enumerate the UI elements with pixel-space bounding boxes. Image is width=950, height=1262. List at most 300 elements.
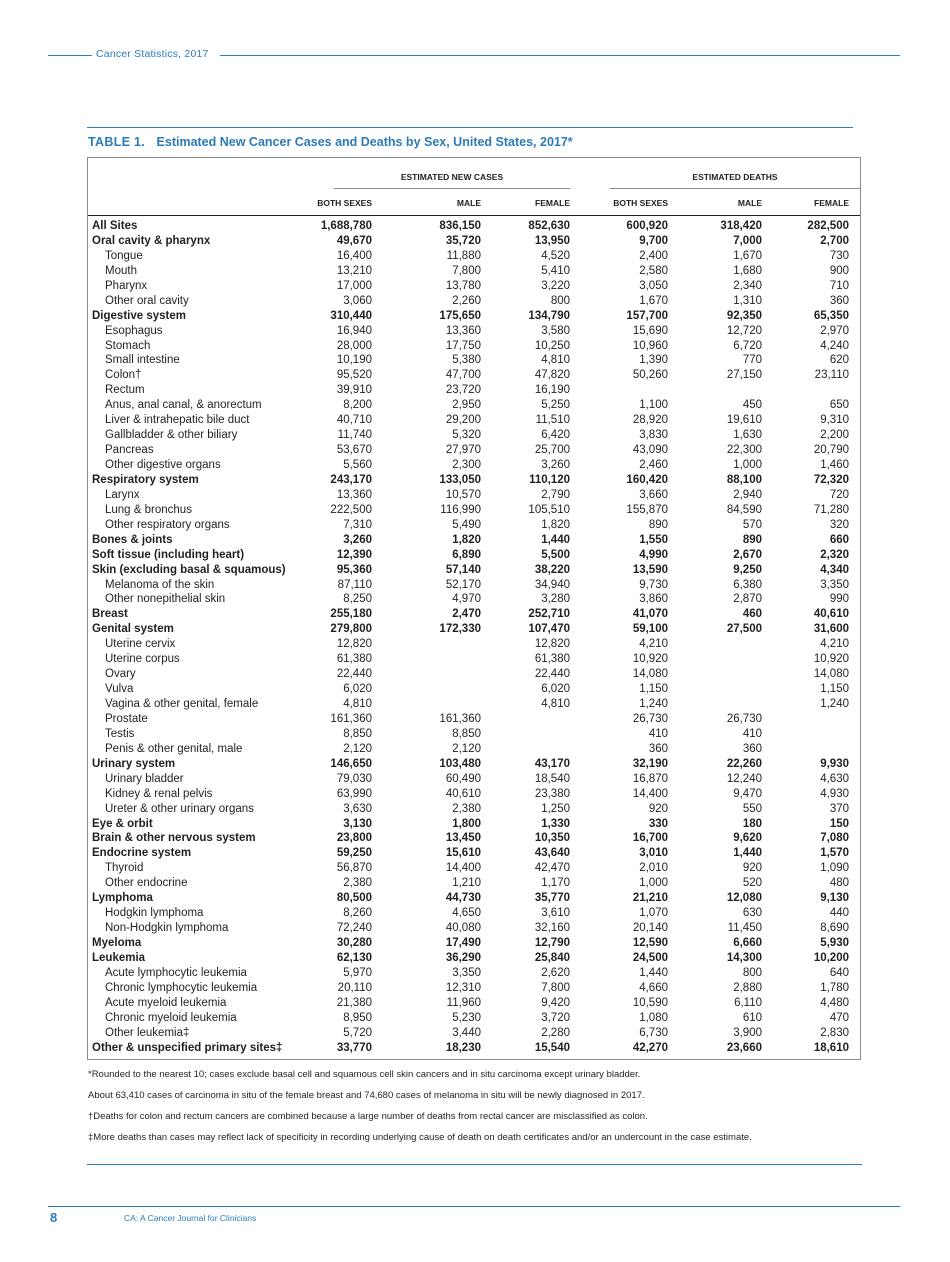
row-label: Penis & other genital, male: [105, 742, 243, 755]
table-cell: 12,310: [445, 981, 481, 994]
table-cell: 84,590: [726, 503, 762, 516]
row-label: Vagina & other genital, female: [105, 698, 259, 710]
table-cell: 3,010: [639, 847, 668, 860]
table-cell: 103,480: [439, 757, 481, 770]
table-cell: 410: [742, 727, 762, 740]
table-cell: 4,650: [452, 907, 481, 920]
table-cell: 23,380: [534, 787, 570, 800]
table-cell: 9,730: [639, 578, 668, 591]
table-cell: 19,610: [726, 414, 762, 427]
table-cell: 4,810: [541, 354, 570, 367]
table-cell: 14,080: [813, 668, 849, 681]
table-cell: 17,000: [336, 279, 372, 292]
table-cell: 38,220: [534, 563, 570, 576]
table-cell: 32,160: [534, 922, 570, 935]
header-rule-right: [220, 55, 900, 56]
table-cell: 570: [742, 518, 762, 531]
table-row: [88, 249, 860, 264]
table-cell: 2,580: [639, 264, 668, 277]
table-row: [88, 324, 860, 339]
table-cell: 1,330: [541, 817, 570, 830]
table-cell: 252,710: [528, 608, 570, 621]
table-cell: 5,490: [452, 518, 481, 531]
table-cell: 2,380: [452, 802, 481, 815]
row-label: Other leukemia‡: [105, 1026, 190, 1039]
table-cell: 3,580: [541, 324, 570, 337]
table-cell: 10,190: [336, 354, 372, 367]
table-cell: 10,570: [445, 488, 481, 501]
table-cell: 1,460: [820, 459, 849, 471]
row-label: Brain & other nervous system: [92, 832, 256, 845]
table-cell: 6,420: [541, 429, 570, 442]
table-row: [88, 966, 860, 981]
table-cell: 6,720: [733, 339, 762, 352]
table-cell: 330: [648, 817, 668, 830]
table-cell: 4,660: [639, 981, 668, 994]
table-cell: 43,640: [534, 847, 570, 860]
table-row: [88, 428, 860, 443]
table-cell: 26,730: [632, 712, 668, 725]
table-cell: 3,130: [343, 817, 372, 830]
table-cell: 61,380: [534, 653, 570, 666]
table-cell: 10,920: [632, 653, 668, 666]
table-cell: 21,210: [632, 892, 668, 905]
table-caption: [88, 135, 573, 149]
table-cell: 4,210: [639, 638, 668, 651]
table-cell: 3,220: [541, 279, 570, 292]
table-cell: 2,830: [820, 1026, 849, 1039]
table-cell: 990: [829, 593, 849, 606]
table-cell: 16,940: [336, 324, 372, 337]
table-cell: 520: [742, 877, 762, 890]
row-label: Stomach: [105, 339, 151, 352]
table-cell: 2,970: [820, 324, 849, 337]
table-cell: 13,210: [336, 264, 372, 277]
table-cell: 1,000: [733, 459, 762, 471]
row-label: Esophagus: [105, 324, 163, 337]
row-label: Other nonepithelial skin: [105, 593, 226, 606]
column-header-deaths-female: FEMALE: [814, 198, 849, 208]
table-cell: 180: [742, 817, 762, 830]
table-cell: 88,100: [726, 473, 762, 486]
table-cell: 2,700: [820, 234, 849, 247]
table-cell: 900: [829, 264, 849, 277]
table-row: [88, 518, 860, 533]
table-cell: 12,390: [336, 548, 372, 561]
table-cell: 11,960: [446, 996, 481, 1009]
table-cell: 6,660: [733, 937, 762, 949]
table-cell: 13,450: [445, 832, 481, 845]
table-cell: 1,670: [733, 249, 762, 262]
page-number: 8: [50, 1210, 58, 1225]
group-header-new-cases: ESTIMATED NEW CASES: [400, 172, 504, 182]
table-cell: 5,230: [452, 1011, 481, 1024]
table-cell: 17,490: [445, 937, 481, 949]
table-cell: 10,250: [534, 339, 570, 352]
table-cell: 5,320: [452, 429, 481, 442]
table-cell: 3,610: [541, 907, 570, 920]
table-row: [88, 368, 860, 383]
row-label: Liver & intrahepatic bile duct: [105, 414, 250, 427]
table-row: [88, 234, 860, 249]
table-cell: 42,470: [534, 862, 570, 875]
row-label: Prostate: [105, 712, 148, 725]
table-cell: 13,360: [445, 324, 481, 337]
table-cell: 1,780: [820, 981, 849, 994]
table-cell: 31,600: [813, 623, 849, 636]
table-row: [88, 921, 860, 936]
table-cell: 25,840: [534, 951, 570, 964]
table-cell: 22,440: [336, 668, 372, 681]
table-cell: 20,110: [337, 981, 372, 994]
table-cell: 61,380: [336, 653, 372, 666]
table-cell: 5,500: [541, 548, 570, 561]
running-header-title: Cancer Statistics, 2017: [96, 48, 209, 60]
table-cell: 730: [829, 249, 849, 262]
table-cell: 13,950: [534, 234, 570, 247]
table-cell: 105,510: [528, 503, 570, 516]
table-cell: 550: [742, 802, 762, 815]
table-cell: 5,410: [541, 264, 570, 277]
table-row: [88, 607, 860, 622]
table-cell: 3,860: [639, 593, 668, 606]
table-cell: 107,470: [528, 623, 570, 636]
table-cell: 255,180: [330, 608, 372, 621]
table-row: [88, 936, 860, 951]
table-cell: 8,690: [820, 922, 849, 935]
table-cell: 7,800: [452, 264, 481, 277]
table-cell: 370: [829, 802, 849, 815]
table-cell: 3,260: [343, 533, 372, 546]
table-cell: 30,280: [336, 937, 372, 949]
note-deaths-cases: ‡More deaths than cases may reflect lack of specificity in recording underlying cause of death on death certificates and/or an undercount in the case estimate.: [88, 1132, 752, 1143]
table-cell: 1,070: [639, 907, 668, 920]
table-cell: 3,720: [541, 1011, 570, 1024]
table-cell: 40,610: [813, 608, 849, 621]
table-cell: 53,670: [336, 444, 372, 457]
table-cell: 2,870: [733, 593, 762, 606]
table-cell: 2,280: [541, 1026, 570, 1039]
table-cell: 26,730: [726, 712, 762, 725]
table-cell: 3,630: [343, 802, 372, 815]
table-row: [88, 637, 860, 652]
table-cell: 72,240: [336, 922, 372, 935]
table-cell: 7,000: [733, 234, 762, 247]
table-row: [88, 876, 860, 891]
table-cell: 41,070: [632, 608, 668, 621]
table-cell: 2,010: [639, 862, 668, 875]
table-cell: 172,330: [439, 623, 481, 636]
table-cell: 650: [829, 399, 849, 412]
table-cell: 12,820: [534, 638, 570, 651]
table-cell: 2,260: [452, 294, 481, 307]
table-cell: 63,990: [336, 787, 372, 800]
table-cell: 50,260: [632, 369, 668, 382]
table-cell: 14,080: [632, 668, 668, 681]
table-cell: 318,420: [720, 220, 762, 232]
row-label: Non-Hodgkin lymphoma: [105, 922, 229, 935]
note-colon-rectum: †Deaths for colon and rectum cancers are combined because a large number of deaths from rectal cancer are misclassified as colon.: [88, 1111, 648, 1122]
table-cell: 18,540: [534, 772, 570, 785]
table-cell: 110,120: [529, 473, 570, 486]
table-cell: 15,540: [534, 1041, 570, 1054]
table-row: [88, 802, 860, 817]
row-label: Digestive system: [92, 309, 186, 322]
table-cell: 460: [742, 608, 762, 621]
row-label: Other digestive organs: [105, 459, 221, 471]
row-label: Larynx: [105, 488, 140, 501]
table-cell: 22,260: [726, 757, 762, 770]
table-cell: 49,670: [336, 234, 372, 247]
table-cell: 22,440: [534, 668, 570, 681]
row-label: Genital system: [92, 623, 174, 636]
table-row: [88, 339, 860, 354]
table-cell: 4,240: [820, 339, 849, 352]
row-label: Pharynx: [105, 279, 148, 292]
table-cell: 6,020: [343, 683, 372, 696]
row-label: Thyroid: [105, 862, 144, 875]
table-cell: 9,620: [733, 832, 762, 845]
table-cell: 23,660: [726, 1041, 762, 1054]
table-row: [88, 772, 860, 787]
table-cell: 600,920: [626, 220, 668, 232]
table-cell: 2,400: [639, 249, 668, 262]
table-cell: 92,350: [726, 309, 762, 322]
table-row: [88, 712, 860, 727]
table-cell: 1,820: [541, 518, 570, 531]
row-label: Soft tissue (including heart): [92, 548, 245, 561]
table-cell: 42,270: [632, 1041, 668, 1054]
row-label: Ureter & other urinary organs: [105, 802, 254, 815]
table-cell: 770: [742, 354, 762, 367]
table-cell: 21,380: [336, 996, 372, 1009]
table-cell: 2,470: [452, 608, 481, 621]
table-cell: 95,520: [336, 369, 372, 382]
table-cell: 150: [829, 817, 849, 830]
row-label: Uterine cervix: [105, 638, 176, 651]
table-cell: 222,500: [330, 503, 372, 516]
table-cell: 11,880: [446, 249, 481, 262]
table-cell: 360: [648, 742, 668, 755]
table-cell: 13,590: [632, 563, 668, 576]
table-cell: 3,350: [820, 578, 849, 591]
table-row: [88, 1026, 860, 1041]
table-cell: 920: [742, 862, 762, 875]
table-row: [88, 413, 860, 428]
table-cell: 8,200: [343, 399, 372, 412]
table-cell: 1,250: [541, 802, 570, 815]
table-top-rule: [87, 127, 853, 128]
table-cell: 470: [829, 1011, 849, 1024]
table-cell: 9,930: [820, 757, 849, 770]
table-cell: 47,700: [445, 369, 481, 382]
table-row: [88, 219, 860, 234]
row-label: Lymphoma: [92, 892, 153, 905]
table-cell: 4,930: [820, 787, 849, 800]
table-row: [88, 891, 860, 906]
table-cell: 440: [829, 907, 849, 920]
table-cell: 2,300: [452, 459, 481, 471]
table-cell: 5,250: [541, 399, 570, 412]
row-label: Lung & bronchus: [105, 503, 192, 516]
table-cell: 2,460: [639, 459, 668, 471]
table-row: [88, 533, 860, 548]
table-cell: 1,090: [820, 862, 849, 875]
table-cell: 10,590: [632, 996, 668, 1009]
table-cell: 9,700: [639, 234, 668, 247]
table-cell: 43,170: [534, 757, 570, 770]
table-cell: 800: [550, 294, 570, 307]
table-cell: 16,700: [632, 832, 668, 845]
table-cell: 15,690: [632, 324, 668, 337]
row-label: Respiratory system: [92, 473, 199, 486]
table-row: [88, 951, 860, 966]
table-row: [88, 473, 860, 488]
table-cell: 40,080: [445, 922, 481, 935]
table-cell: 320: [829, 518, 849, 531]
row-label: Mouth: [105, 264, 137, 277]
table-row: [88, 861, 860, 876]
table-cell: 3,050: [639, 279, 668, 292]
row-label: Urinary bladder: [105, 772, 184, 785]
table-cell: 8,850: [452, 727, 481, 740]
table-cell: 13,780: [445, 279, 481, 292]
table-cell: 2,200: [820, 429, 849, 442]
table-cell: 59,100: [632, 623, 668, 636]
table-label: TABLE 1.: [88, 135, 146, 149]
table-row: [88, 622, 860, 637]
table-cell: 5,930: [820, 937, 849, 949]
table-cell: 852,630: [528, 220, 570, 232]
row-label: Eye & orbit: [92, 817, 153, 830]
table-cell: 9,420: [541, 996, 570, 1009]
table-cell: 23,800: [336, 832, 372, 845]
table-cell: 1,210: [452, 877, 481, 890]
table-cell: 36,290: [445, 951, 481, 964]
table-row: [88, 592, 860, 607]
table-cell: 1,440: [541, 533, 570, 546]
table-cell: 4,210: [820, 638, 849, 651]
table-cell: 14,400: [445, 862, 481, 875]
table-cell: 2,340: [733, 279, 762, 292]
table-cell: 56,870: [336, 862, 372, 875]
table-cell: 52,170: [445, 578, 481, 591]
row-label: Urinary system: [92, 757, 176, 770]
table-cell: 133,050: [439, 473, 481, 486]
table-cell: 3,660: [639, 488, 668, 501]
table-row: [88, 264, 860, 279]
table-title: Estimated New Cancer Cases and Deaths by Sex, United States, 2017*: [156, 135, 573, 149]
table-row: [88, 697, 860, 712]
table-cell: 12,080: [726, 892, 762, 905]
column-header-cases-male: MALE: [456, 198, 481, 208]
table-cell: 3,280: [541, 593, 570, 606]
table-cell: 39,910: [336, 384, 372, 397]
table-cell: 480: [829, 877, 849, 890]
table-cell: 1,550: [639, 533, 668, 546]
table-cell: 25,700: [534, 444, 570, 457]
table-cell: 4,810: [541, 698, 570, 710]
table-cell: 2,950: [452, 399, 481, 412]
table-cell: 28,000: [336, 339, 372, 352]
table-cell: 1,000: [639, 877, 668, 890]
table-cell: 660: [829, 533, 849, 546]
table-cell: 5,720: [343, 1026, 372, 1039]
table-cell: 8,850: [343, 727, 372, 740]
table-cell: 47,820: [534, 369, 570, 382]
table-cell: 5,380: [452, 354, 481, 367]
journal-name: CA: A Cancer Journal for Clinicians: [124, 1213, 257, 1223]
table-cell: 72,320: [813, 473, 849, 486]
table-cell: 1,630: [733, 429, 762, 442]
table-cell: 2,670: [733, 548, 762, 561]
table-cell: 175,650: [439, 309, 481, 322]
table-row: [88, 279, 860, 294]
row-label: Vulva: [105, 683, 134, 696]
table-cell: 610: [742, 1011, 762, 1024]
table-cell: 3,060: [343, 294, 372, 307]
table-cell: 1,100: [639, 399, 668, 412]
table-row: [88, 727, 860, 742]
table-cell: 4,970: [452, 593, 481, 606]
table-cell: 28,920: [632, 414, 668, 427]
table-cell: 2,320: [820, 548, 849, 561]
table-cell: 29,200: [445, 414, 481, 427]
table-cell: 6,020: [541, 683, 570, 696]
table-cell: 27,150: [726, 369, 762, 382]
table-cell: 20,790: [813, 444, 849, 457]
table-body: [88, 219, 860, 1056]
table-cell: 40,710: [336, 414, 372, 427]
table-cell: 800: [742, 966, 762, 979]
table-cell: 11,450: [727, 922, 762, 935]
running-header: [48, 48, 900, 62]
table-cell: 34,940: [534, 578, 570, 591]
table-cell: 243,170: [330, 473, 372, 486]
table-cell: 13,360: [336, 488, 372, 501]
table-cell: 8,250: [343, 593, 372, 606]
row-label: Pancreas: [105, 444, 154, 457]
table-cell: 360: [742, 742, 762, 755]
table-cell: 157,700: [626, 309, 668, 322]
table-cell: 8,950: [343, 1011, 372, 1024]
table-cell: 2,120: [452, 742, 481, 755]
row-label: Other endocrine: [105, 877, 188, 890]
table-row: [88, 831, 860, 846]
row-label: Skin (excluding basal & squamous): [92, 563, 286, 576]
table-cell: 18,230: [445, 1041, 481, 1054]
table-cell: 10,920: [813, 653, 849, 666]
table-row: [88, 757, 860, 772]
table-cell: 1,080: [639, 1011, 668, 1024]
table-cell: 890: [648, 518, 668, 531]
table-cell: 836,150: [439, 220, 481, 232]
table-cell: 3,350: [452, 966, 481, 979]
table-cell: 12,720: [726, 324, 762, 337]
row-label: Small intestine: [105, 354, 180, 367]
column-header-cases-both: BOTH SEXES: [317, 198, 372, 208]
table-cell: 4,480: [820, 996, 849, 1009]
note-rounding: *Rounded to the nearest 10; cases exclude basal cell and squamous cell skin cancers and in situ carcinoma except urinary bladder.: [88, 1069, 641, 1080]
table-row: [88, 682, 860, 697]
table-cell: 160,420: [626, 473, 668, 486]
table-cell: 3,830: [639, 429, 668, 442]
table-cell: 4,630: [820, 772, 849, 785]
table-cell: 1,570: [820, 847, 849, 860]
table-cell: 79,030: [336, 772, 372, 785]
header-rule-left: [48, 55, 92, 56]
table-row: [88, 981, 860, 996]
